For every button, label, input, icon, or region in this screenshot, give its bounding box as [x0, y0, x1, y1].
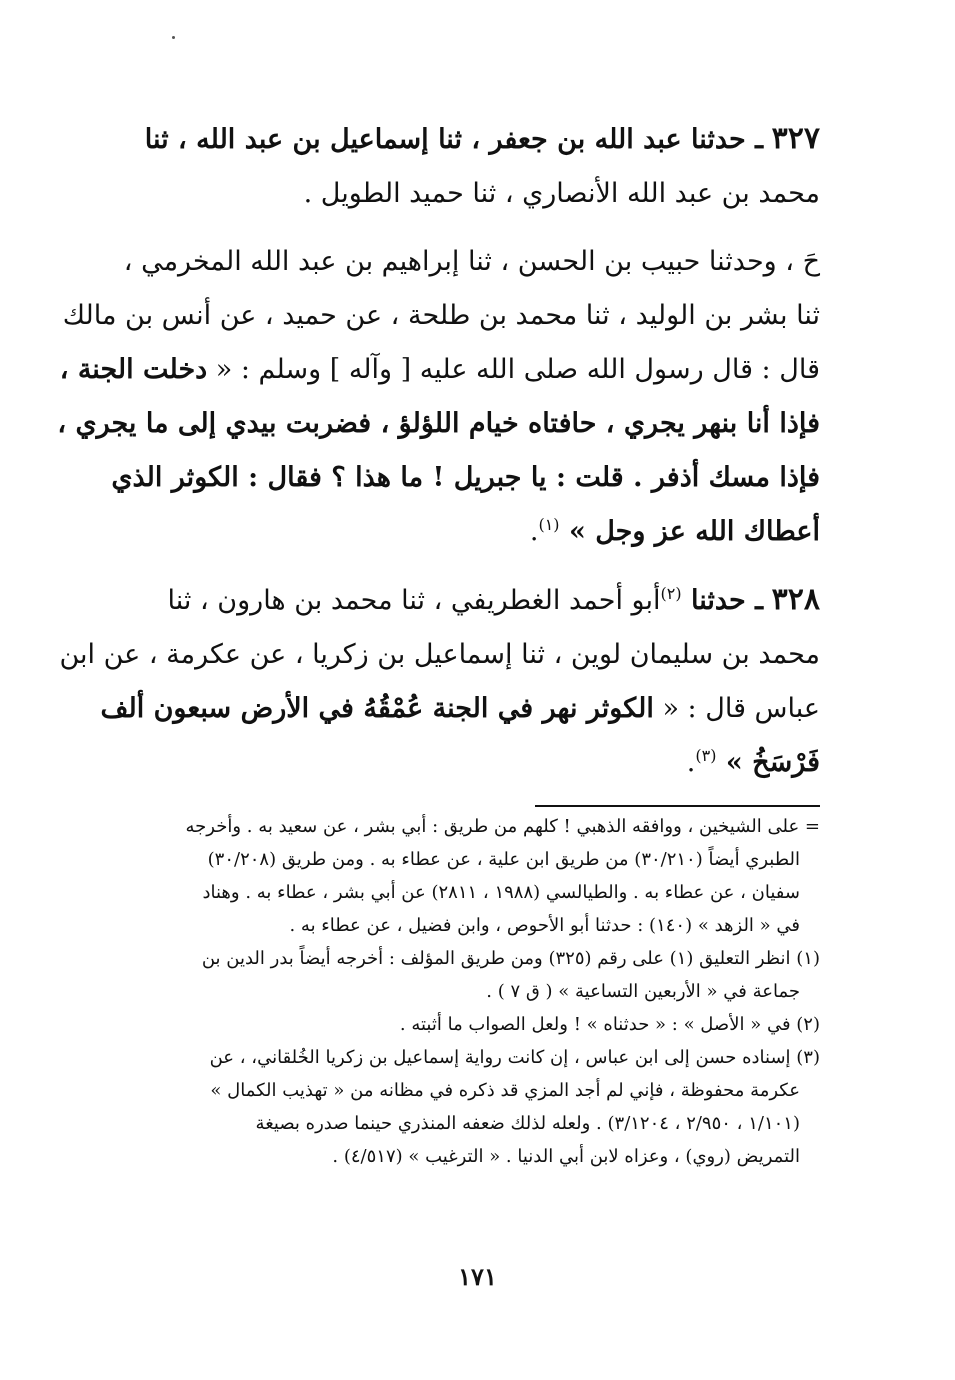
footnote-line: (١/١٠١ ، ٢/٩٥٠ ، ٣/١٢٠٤) . ولعله لذلك ضعفه المنذري حينما صدره بصيغة — [255, 1113, 800, 1134]
footnotes — [140, 810, 820, 1173]
main-text — [57, 112, 820, 790]
text-line: محمد بن عبد الله الأنصاري ، ثنا حميد الطويل . — [303, 178, 820, 209]
hadith-number: ٣٢٨ — [771, 582, 820, 617]
footnote-line: (٣) إسناده حسن إلى ابن عباس ، إن كانت رواية إسماعيل بن زكريا الخُلقاني، ، عن — [209, 1047, 820, 1068]
scan-speck — [172, 36, 175, 39]
hadith-327 — [140, 112, 820, 221]
text-line: أعطاك الله عز وجل » $^{(١)}$. — [529, 515, 820, 547]
text-line: ثنا بشر بن الوليد ، ثنا محمد بن طلحة ، عن حميد ، عن أنس بن مالك — [62, 300, 820, 331]
hadith-number: ٣٢٧ — [771, 121, 820, 156]
text-line: قال : قال رسول الله صلى الله عليه [ وآله ] وسلم : « دخلت الجنة ، — [59, 354, 820, 385]
footnote-ref: (١) — [538, 515, 560, 534]
footnote-line: (٢) في « الأصل » : « حدثناه » ! ولعل الصواب ما أثبته . — [399, 1014, 820, 1035]
text-line: ٣٢٧ ـ حدثنا عبد الله بن جعفر ، ثنا إسماعيل بن عبد الله ، ثنا — [144, 121, 820, 156]
hadith-328 — [59, 573, 820, 790]
footnote-line: الطبري أيضاً (٣٠/٢١٠) من طريق ابن علية ، عن عطاء به . ومن طريق (٣٠/٢٠٨) — [207, 849, 800, 870]
footnote-ref: (٢) — [660, 584, 682, 603]
footnote-separator — [535, 805, 820, 807]
text-line: محمد بن سليمان لوين ، ثنا إسماعيل بن زكريا ، عن عكرمة ، عن ابن — [59, 639, 820, 670]
text-line: ٣٢٨ ـ حدثنا $^{(٢)}$أبو أحمد الغطريفي ، ثنا محمد بن هارون ، ثنا — [167, 582, 820, 617]
footnote-line: عكرمة محفوظة ، فإني لم أجد المزي قد ذكره في مظانه من « تهذيب الكمال » — [210, 1080, 800, 1101]
footnote-line: في « الزهد » (١٤٠) : حدثنا أبو الأحوص ، وابن فضيل ، عن عطاء به . — [289, 915, 800, 936]
footnote-line: جماعة في « الأربعين التساعية » ( ق ٧ ) . — [486, 981, 800, 1002]
footnote-line: = على الشيخين ، ووافقه الذهبي ! كلهم من طريق : أبي بشر ، عن سعيد به . وأخرجه — [185, 816, 820, 837]
page-number: ١٧١ — [458, 1262, 497, 1291]
text-line: فَرْسَخُ » $^{(٣)}$. — [686, 746, 820, 778]
footnote-line: التمريض (روي) ، وعزاه لابن أبي الدنيا . « الترغيب » (٤/٥١٧) . — [332, 1146, 800, 1167]
footnote-line: (١) انظر التعليق (١) على رقم (٣٢٥) ومن طريق المؤلف : أخرجه أيضاً بدر الدين بن — [201, 948, 820, 969]
text-line: فإذا أنا بنهر يجري ، حافتاه خيام اللؤلؤ ، فضربت بيدي إلى ما يجري ، — [57, 408, 820, 439]
footnote-ref: (٣) — [695, 746, 717, 765]
text-line: فإذا مسك أذفر . قلت : يا جبريل ! ما هذا ؟ فقال : الكوثر الذي — [111, 462, 820, 493]
text-line: حَ ، وحدثنا حبيب بن الحسن ، ثنا إبراهيم بن عبد الله المخرمي ، — [123, 246, 820, 277]
hadith-327-second-chain — [57, 235, 820, 559]
text-line: عباس قال : « الكوثر نهر في الجنة عُمْقُهُ في الأرض سبعون ألف — [100, 693, 820, 724]
footnote-line: سفيان ، عن عطاء به . والطيالسي (١٩٨٨ ، ٢٨١١) عن أبي بشر ، عطاء به . وهناد — [202, 882, 800, 903]
